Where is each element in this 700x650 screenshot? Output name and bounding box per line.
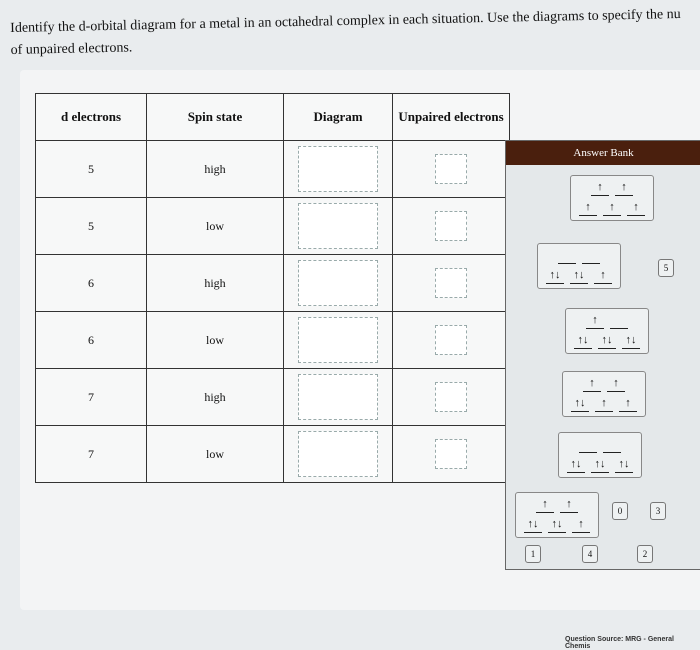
table-row — [36, 312, 510, 369]
unpaired-drop-zone[interactable] — [435, 439, 467, 469]
orbital: ↑ — [594, 268, 612, 284]
answer-bank-title: Answer Bank — [506, 141, 700, 165]
diagram-tile[interactable] — [570, 175, 654, 221]
orbital: ↑↓ — [615, 457, 633, 473]
orbital: ↑ — [591, 180, 609, 196]
d-electrons-cell: 7 — [36, 426, 147, 483]
number-tile[interactable]: 2 — [637, 545, 653, 563]
orbital: ↑↓ — [567, 457, 585, 473]
answer-table — [35, 93, 510, 483]
diagram-tile[interactable] — [558, 432, 642, 478]
header-spin-state: Spin state — [147, 94, 284, 141]
orbital: ↑ — [560, 497, 578, 513]
d-electrons-cell: 5 — [36, 141, 147, 198]
d-electrons-cell: 5 — [36, 198, 147, 255]
orbital — [582, 248, 600, 264]
diagram-tile[interactable] — [562, 371, 646, 417]
orbital: ↑ — [619, 396, 637, 412]
question-prompt: Identify the d-orbital diagram for a metal in an octahedral complex in each situation. Use the diagrams to specify the nu of unpaired electrons. — [10, 6, 681, 58]
d-electrons-cell: 6 — [36, 312, 147, 369]
orbital: ↑ — [536, 497, 554, 513]
number-tile[interactable]: 4 — [582, 545, 598, 563]
orbital: ↑ — [579, 200, 597, 216]
spin-state-cell: high — [147, 369, 284, 426]
orbital: ↑ — [595, 396, 613, 412]
orbital: ↑↓ — [598, 333, 616, 349]
diagram-drop-zone[interactable] — [298, 203, 378, 249]
orbital — [558, 248, 576, 264]
spin-state-cell: low — [147, 198, 284, 255]
unpaired-drop-zone[interactable] — [435, 325, 467, 355]
diagram-tile[interactable] — [565, 308, 649, 354]
diagram-drop-zone[interactable] — [298, 431, 378, 477]
question-source: Question Source: MRG - General Chemis — [565, 636, 674, 650]
orbital — [603, 437, 621, 453]
diagram-drop-zone[interactable] — [298, 146, 378, 192]
table-row — [36, 141, 510, 198]
orbital: ↑ — [583, 376, 601, 392]
spin-state-cell: high — [147, 141, 284, 198]
number-tile[interactable]: 3 — [650, 502, 666, 520]
orbital: ↑↓ — [591, 457, 609, 473]
orbital: ↑↓ — [570, 268, 588, 284]
header-d-electrons: d electrons — [36, 94, 147, 141]
orbital: ↑ — [627, 200, 645, 216]
d-electrons-cell: 6 — [36, 255, 147, 312]
orbital: ↑↓ — [571, 396, 589, 412]
number-tile[interactable]: 5 — [658, 259, 674, 277]
unpaired-drop-zone[interactable] — [435, 268, 467, 298]
d-electrons-cell: 7 — [36, 369, 147, 426]
diagram-drop-zone[interactable] — [298, 260, 378, 306]
spin-state-cell: low — [147, 312, 284, 369]
header-diagram: Diagram — [284, 94, 393, 141]
orbital — [610, 313, 628, 329]
number-tile[interactable]: 0 — [612, 502, 628, 520]
orbital: ↑ — [586, 313, 604, 329]
orbital — [579, 437, 597, 453]
spin-state-cell: high — [147, 255, 284, 312]
orbital: ↑ — [607, 376, 625, 392]
diagram-tile[interactable] — [537, 243, 621, 289]
table-row — [36, 255, 510, 312]
orbital: ↑↓ — [574, 333, 592, 349]
diagram-drop-zone[interactable] — [298, 374, 378, 420]
unpaired-drop-zone[interactable] — [435, 154, 467, 184]
spin-state-cell: low — [147, 426, 284, 483]
header-unpaired: Unpaired electrons — [393, 94, 510, 141]
orbital: ↑↓ — [622, 333, 640, 349]
table-row — [36, 198, 510, 255]
diagram-drop-zone[interactable] — [298, 317, 378, 363]
orbital: ↑ — [572, 517, 590, 533]
table-row — [36, 426, 510, 483]
diagram-tile[interactable] — [515, 492, 599, 538]
orbital: ↑↓ — [524, 517, 542, 533]
number-tile[interactable]: 1 — [525, 545, 541, 563]
orbital: ↑↓ — [548, 517, 566, 533]
orbital: ↑ — [615, 180, 633, 196]
orbital: ↑ — [603, 200, 621, 216]
orbital: ↑↓ — [546, 268, 564, 284]
unpaired-drop-zone[interactable] — [435, 211, 467, 241]
table-row — [36, 369, 510, 426]
unpaired-drop-zone[interactable] — [435, 382, 467, 412]
